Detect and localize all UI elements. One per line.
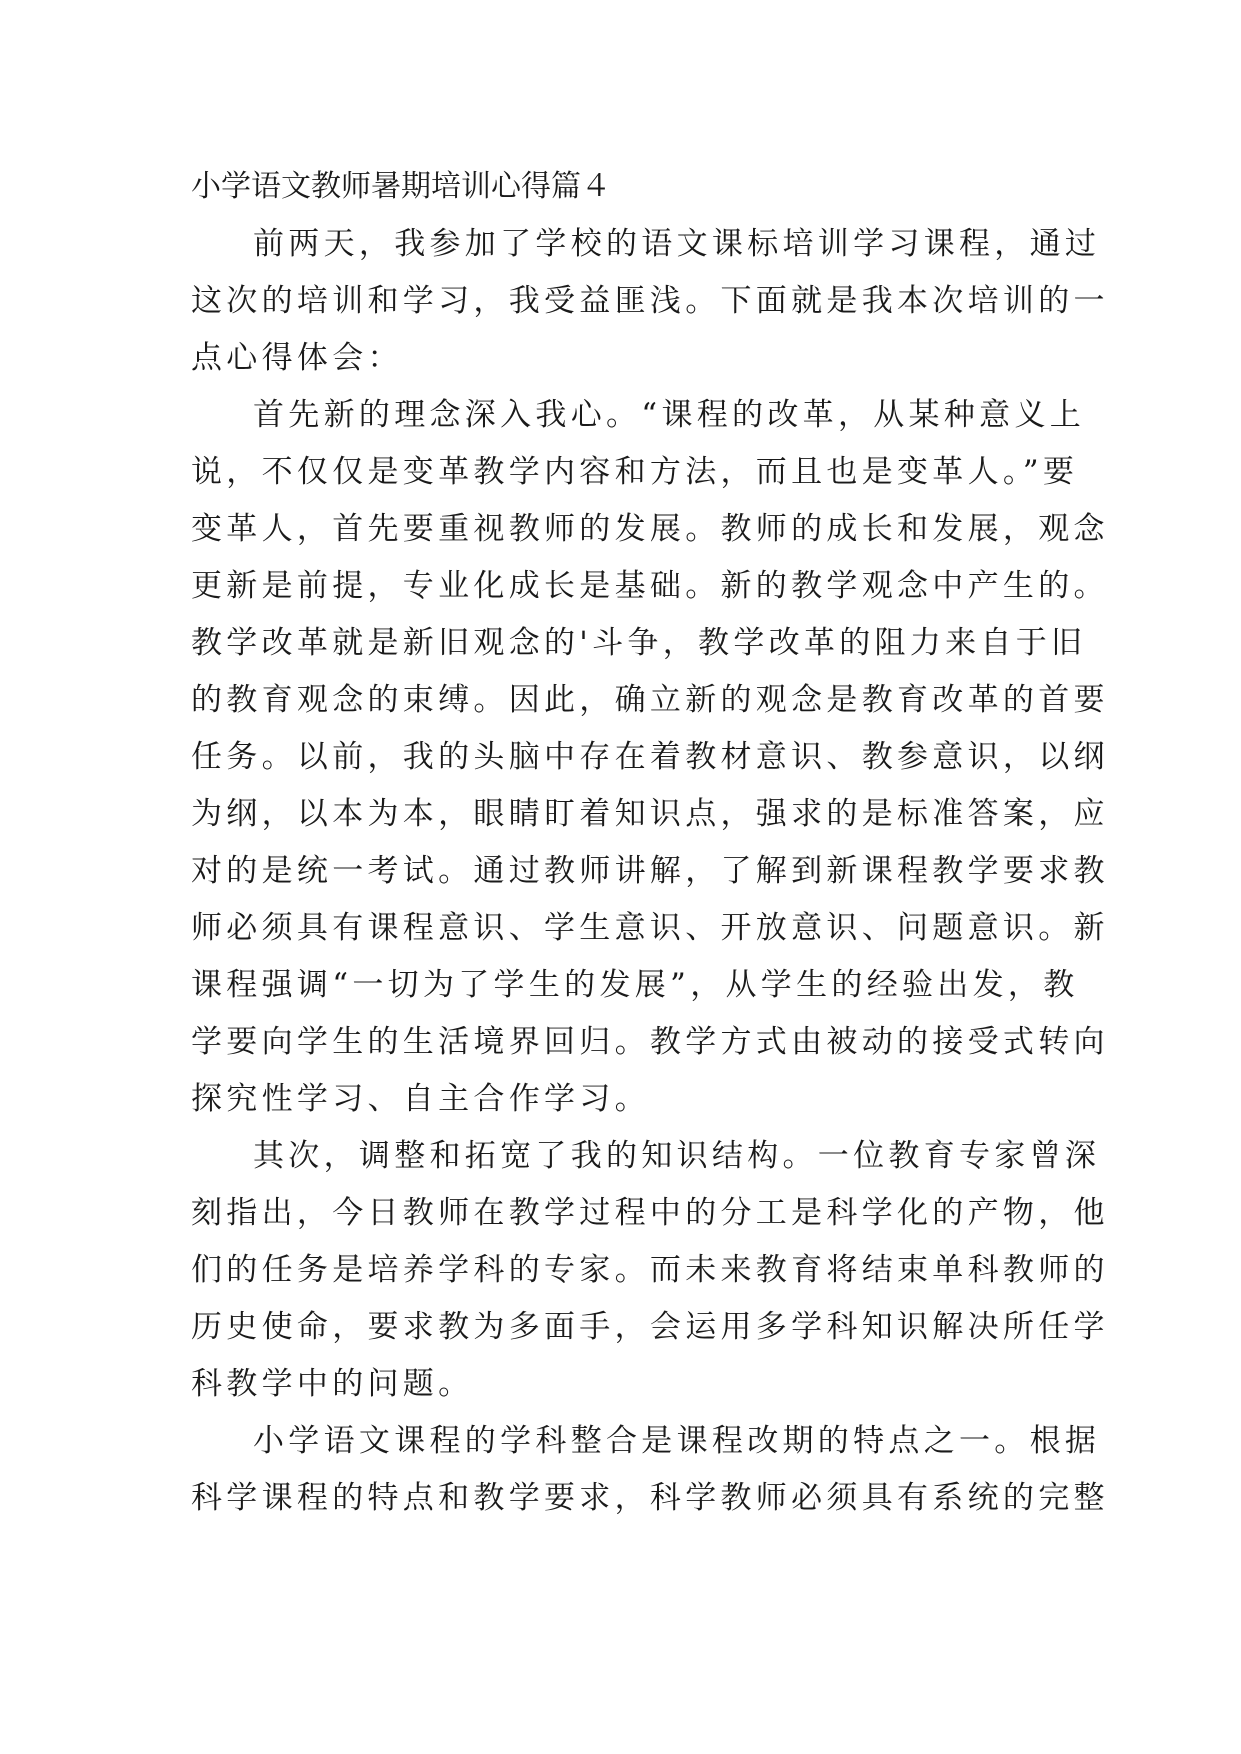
paragraph-line: 这次的培训和学习，我受益匪浅。下面就是我本次培训的一 (191, 283, 1109, 319)
paragraph-line: 师必须具有课程意识、学生意识、开放意识、问题意识。新 (191, 910, 1109, 946)
paragraph-line: 说，不仅仅是变革教学内容和方法，而且也是变革人。”要 (191, 454, 1079, 490)
paragraph-line: 其次，调整和拓宽了我的知识结构。一位教育专家曾深 (253, 1138, 1101, 1174)
paragraph-line: 科学课程的特点和教学要求，科学教师必须具有系统的完整 (191, 1480, 1109, 1516)
paragraph-line: 学要向学生的生活境界回归。教学方式由被动的接受式转向 (191, 1024, 1109, 1060)
paragraph-line: 课程强调“一切为了学生的发展”，从学生的经验出发，教 (191, 967, 1079, 1003)
paragraph-line: 点心得体会： (191, 340, 403, 376)
paragraph-line: 小学语文课程的学科整合是课程改期的特点之一。根据 (253, 1423, 1101, 1459)
paragraph-line: 任务。以前，我的头脑中存在着教材意识、教参意识，以纲 (191, 739, 1109, 775)
paragraph-line: 刻指出，今日教师在教学过程中的分工是科学化的产物，他 (191, 1195, 1109, 1231)
paragraph-line: 探究性学习、自主合作学习。 (191, 1081, 650, 1117)
paragraph-line: 们的任务是培养学科的专家。而未来教育将结束单科教师的 (191, 1252, 1109, 1288)
paragraph-line: 变革人，首先要重视教师的发展。教师的成长和发展，观念 (191, 511, 1109, 547)
paragraph-line: 科教学中的问题。 (191, 1366, 474, 1402)
paragraph-line: 为纲，以本为本，眼睛盯着知识点，强求的是标准答案，应 (191, 796, 1109, 832)
paragraph-line: 的教育观念的束缚。因此，确立新的观念是教育改革的首要 (191, 682, 1109, 718)
paragraph-line: 教学改革就是新旧观念的'斗争，教学改革的阻力来自于旧 (191, 625, 1087, 661)
paragraph-line: 更新是前提，专业化成长是基础。新的教学观念中产生的。 (191, 568, 1109, 604)
paragraph-line: 首先新的理念深入我心。“课程的改革，从某种意义上 (253, 397, 1086, 433)
paragraph-line: 前两天，我参加了学校的语文课标培训学习课程，通过 (253, 226, 1101, 262)
paragraph-line: 对的是统一考试。通过教师讲解，了解到新课程教学要求教 (191, 853, 1109, 889)
paragraph-line: 历史使命，要求教为多面手，会运用多学科知识解决所任学 (191, 1309, 1109, 1345)
document-title: 小学语文教师暑期培训心得篇４ (191, 169, 611, 204)
